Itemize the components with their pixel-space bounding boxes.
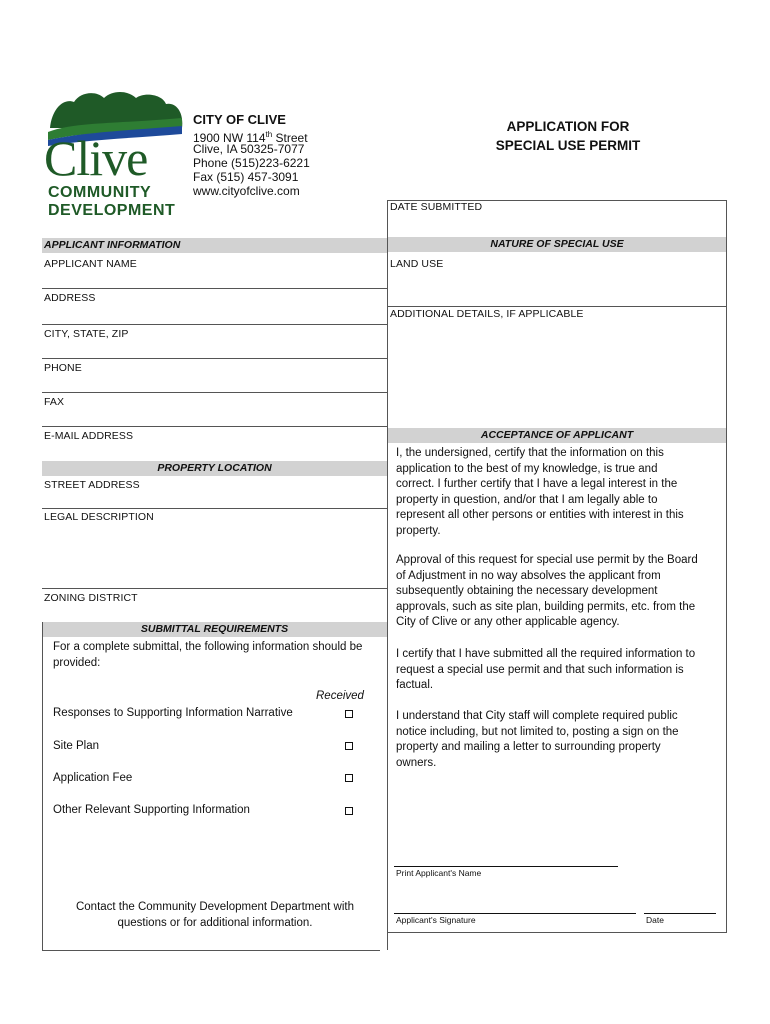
acceptance-paragraph-3: I certify that I have submitted all the required information to request a special use permit and that such information is factual.: [396, 648, 696, 692]
date-label: Date: [646, 915, 664, 925]
nature-of-special-use-header: NATURE OF SPECIAL USE: [388, 237, 726, 252]
phone-field[interactable]: [42, 374, 386, 392]
acceptance-paragraph-4: I understand that City staff will complete required public notice including, but not limited to, posting a sign on the property and mailing a letter to surrounding property owners.: [396, 710, 679, 769]
signature-field[interactable]: [394, 892, 636, 912]
clive-logo: [44, 88, 186, 220]
print-name-field[interactable]: [394, 846, 618, 866]
form-title: [440, 117, 696, 155]
logo-line1: COMMUNITY: [48, 184, 152, 201]
signature-label: Applicant's Signature: [396, 915, 476, 925]
address-label: ADDRESS: [44, 292, 96, 304]
date-submitted-label: DATE SUBMITTED: [390, 201, 483, 213]
additional-details-label: ADDITIONAL DETAILS, IF APPLICABLE: [390, 308, 584, 320]
fax-label: FAX: [44, 396, 65, 408]
email-field[interactable]: [42, 442, 386, 460]
submittal-intro: For a complete submittal, the following information should be provided:: [53, 641, 363, 669]
zoning-district-field[interactable]: [42, 604, 386, 622]
submittal-item-narrative: Responses to Supporting Information Narrative: [53, 707, 293, 719]
submittal-requirements-header: SUBMITTAL REQUIREMENTS: [42, 622, 387, 637]
form-title-line2: SPECIAL USE PERMIT: [495, 138, 641, 153]
application-fee-checkbox[interactable]: [345, 774, 353, 782]
date-field[interactable]: [644, 892, 716, 912]
applicant-name-label: APPLICANT NAME: [44, 258, 137, 270]
logo-word: Clive: [44, 130, 148, 186]
applicant-name-field[interactable]: [42, 270, 386, 288]
org-name: CITY OF CLIVE: [193, 112, 286, 127]
received-label: Received: [316, 690, 364, 702]
zoning-district-label: ZONING DISTRICT: [44, 592, 138, 604]
fax-field[interactable]: [42, 408, 386, 426]
city-state-zip-label: CITY, STATE, ZIP: [44, 328, 129, 340]
legal-description-field[interactable]: [42, 524, 386, 588]
acceptance-paragraph-2: Approval of this request for special use permit by the Board of Adjustment in no way absolves the applicant from subsequently obtaining the necessary development approvals, such as site plan, building permits, etc. from the City of Clive or any other applicable agency.: [396, 554, 698, 629]
logo-line2: DEVELOPMENT: [48, 202, 176, 219]
land-use-field[interactable]: [388, 270, 726, 306]
land-use-label: LAND USE: [390, 258, 444, 270]
address-field[interactable]: [42, 304, 386, 324]
date-submitted-field[interactable]: [388, 214, 726, 236]
property-location-header: PROPERTY LOCATION: [42, 461, 387, 476]
acceptance-paragraph-1: I, the undersigned, certify that the information on this application to the best of my knowledge, is true and correct. I further certify that I have a legal interest in the property in question, and/or that I am legally able to represent all other persons or entities with interest in this property.: [396, 447, 684, 537]
site-plan-checkbox[interactable]: [345, 742, 353, 750]
org-fax: Fax (515) 457-3091: [193, 170, 299, 184]
org-website[interactable]: www.cityofclive.com: [193, 184, 300, 198]
submittal-item-site-plan: Site Plan: [53, 740, 100, 752]
street-address-label: STREET ADDRESS: [44, 479, 140, 491]
acceptance-of-applicant-header: ACCEPTANCE OF APPLICANT: [388, 428, 726, 443]
additional-details-field[interactable]: [388, 321, 726, 427]
phone-label: PHONE: [44, 362, 82, 374]
narrative-checkbox[interactable]: [345, 710, 353, 718]
city-state-zip-field[interactable]: [42, 340, 386, 358]
org-street: 1900 NW 114th Street: [193, 130, 308, 145]
contact-note: Contact the Community Development Department with questions or for additional information.: [75, 901, 355, 929]
submittal-item-other: Other Relevant Supporting Information: [53, 804, 250, 816]
print-name-label: Print Applicant's Name: [396, 868, 482, 878]
email-label: E-MAIL ADDRESS: [44, 430, 134, 442]
form-title-line1: APPLICATION FOR: [506, 119, 630, 134]
other-info-checkbox[interactable]: [345, 807, 353, 815]
org-city: Clive, IA 50325-7077: [193, 142, 305, 156]
submittal-item-application-fee: Application Fee: [53, 772, 133, 784]
applicant-info-header: APPLICANT INFORMATION: [42, 238, 387, 253]
street-address-field[interactable]: [42, 491, 386, 508]
org-phone: Phone (515)223-6221: [193, 156, 310, 170]
legal-description-label: LEGAL DESCRIPTION: [44, 511, 154, 523]
